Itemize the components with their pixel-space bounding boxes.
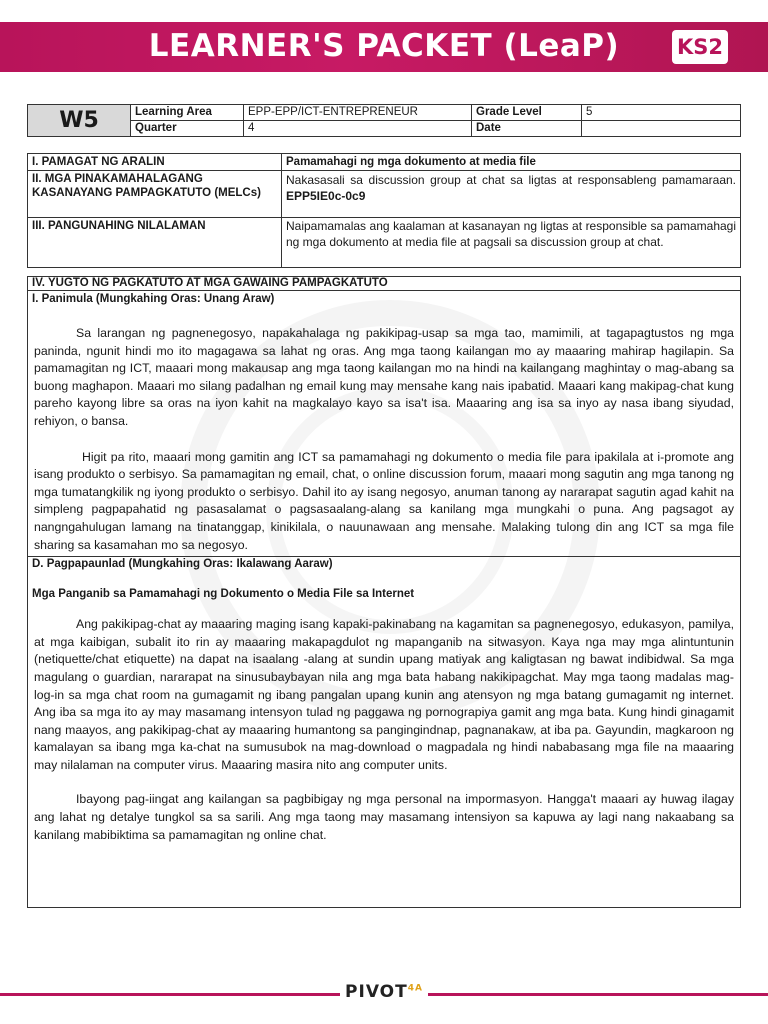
sections-table <box>27 153 741 268</box>
section-2-label: II. MGA PINAKAMAHALAGANG KASANAYANG PAMPAGKATUTO (MELCs) <box>28 171 282 218</box>
grade-level-label: Grade Level <box>472 105 582 121</box>
date-label: Date <box>472 121 582 137</box>
section-3-label: III. PANGUNAHING NILALAMAN <box>28 218 282 268</box>
week-label: W5 <box>28 105 131 137</box>
main-heading: IV. YUGTO NG PAGKATUTO AT MGA GAWAING PAMPAGKATUTO <box>28 277 740 291</box>
learning-area-label: Learning Area <box>131 105 244 121</box>
main-content-box <box>27 276 741 908</box>
quarter-label: Quarter <box>131 121 244 137</box>
pivot-logo-text: PIVOT <box>345 982 408 1002</box>
learning-area-value: EPP-EPP/ICT-ENTREPRENEUR <box>244 105 472 121</box>
development-paragraph-1: Ang pakikipag-chat ay maaaring maging isang kapaki-pakinabang na kagamitan sa pagnenegosyo, edukasyon, pamilya, at mga kaibigan, subalit ito rin ay maaaring makapagdulot ng mapanganib na sitwasyon. Kaya nga may mga alintuntunin (netiquette/chat etiquette) na dapat na isaalang -alang at sundin upang matiyak ang kaligtasan ng bawat indibidwal. Sa mga magulang o guardian, nararapat na sinusubaybayan nila ang mga bata habang nakikipagchat. May mga taong madalas mag-log-in sa mga chat room na gumagamit ng ibang pangalan upang kunin ang atensyon ng mga batang gumagamit ng internet. Ang iba sa mga ito ay may masamang intensyon tulad ng paggawa ng pornograpiya gamit ang mga bata. Kung hindi ginagamit nang maayos, ang pakikipag-chat ay maaaring humantong sa pangingindnap, pagnanakaw, at iba pa. Gayundin, magkaroon ng kamalayan sa ibang mga ka-chat na sumusubok na mag-download o magpadala ng hindi nababasang mga file na maaaring may nilalaman na computer virus. Maaaring masira nito ang computer units. <box>34 617 734 772</box>
quarter-value: 4 <box>244 121 472 137</box>
intro-paragraph-2: Higit pa rito, maaari mong gamitin ang ICT sa pamamahagi ng dokumento o media file para ipakilala at i-promote ang isang produkto o serbisyo. Sa pamamagitan ng email, chat, o online discussion forum, maaari mong sagutin ang mga tanong ng mga tumatangkilik ng iyong produkto o serbisyo. Dahil ito ay isang negosyo, anuman tanong ay nararapat sagutin agad kahit na simpleng pagpapahatid ng pasasalamat o pagsasaalang-alang sa kanilang mga mungkahi o puna. Ang pagsagot ay nangngahulugan lamang na tinatanggap, kinikilala, o nauunawaan ang mensahe. Malaking tulong din ang ICT sa mga file sharing sa kasamahan mo sa negosyo. <box>34 449 734 552</box>
development-subheading: Mga Panganib sa Pamamahagi ng Dokumento o Media File sa Internet <box>32 588 415 601</box>
footer-line-left <box>0 993 340 996</box>
section-2-value: Nakasasali sa discussion group at chat sa ligtas at responsableng pamamaraan. <box>286 173 736 187</box>
development-heading: D. Pagpapaunlad (Mungkahing Oras: Ikalawang Aaraw) <box>32 558 333 571</box>
pivot-logo <box>340 982 428 1002</box>
section-2-cell <box>282 171 741 218</box>
intro-paragraph-1: Sa larangan ng pagnenegosyo, napakahalaga ng pakikipag-usap sa mga tao, mamimili, at tagapagtustos ng mga paninda, ngunit hindi mo ito magagawa sa lahat ng oras. Ang mga taong kailangan mo ay maaaring mahirap hagilapin. Sa pamamagitan ng ICT, maaari mong makausap ang mga taong kailangan mo na hindi na kailangang maghintay o mag-abang sa buong maghapon. Maaari mo silang padalhan ng email kung may mensahe kang nais ipabatid. Maaari kang makipag-chat kung pareho kayong libre sa oras na iyon kahit na magkalayo kayo sa isa't isa. Maaaring ang isa sa inyo ay nasa ibang siyudad, rehiyon, o bansa. <box>34 326 734 428</box>
page-title: LEARNER'S PACKET (LeaP) <box>148 28 620 64</box>
date-value <box>582 121 741 137</box>
section-1-label: I. PAMAGAT NG ARALIN <box>28 154 282 171</box>
grade-level-value: 5 <box>582 105 741 121</box>
intro-heading: I. Panimula (Mungkahing Oras: Unang Araw) <box>32 293 275 305</box>
pivot-logo-suffix: 4A <box>407 983 423 994</box>
ks-badge: KS2 <box>672 30 728 64</box>
section-1-value: Pamamahagi ng mga dokumento at media file <box>282 154 741 171</box>
section-3-value: Naipamamalas ang kaalaman at kasanayan ng ligtas at responsible sa pamamahagi ng mga dokumento at media file at pagsali sa discussion group at chat. <box>282 218 741 268</box>
footer-line-right <box>428 993 768 996</box>
info-table <box>27 104 741 137</box>
section-2-code: EPP5IE0c-0c9 <box>286 189 366 203</box>
development-paragraph-2: Ibayong pag-iingat ang kailangan sa pagbibigay ng mga personal na impormasyon. Hangga't maaari ay huwag ilagay ang lahat ng detalye tungkol sa sa sarili. Ang mga taong may masamang intensiyon sa kapuwa ay lagi nang nakaabang sa kanilang mabibiktima sa pamamagitan ng online chat. <box>34 792 734 842</box>
header-banner <box>0 22 768 72</box>
